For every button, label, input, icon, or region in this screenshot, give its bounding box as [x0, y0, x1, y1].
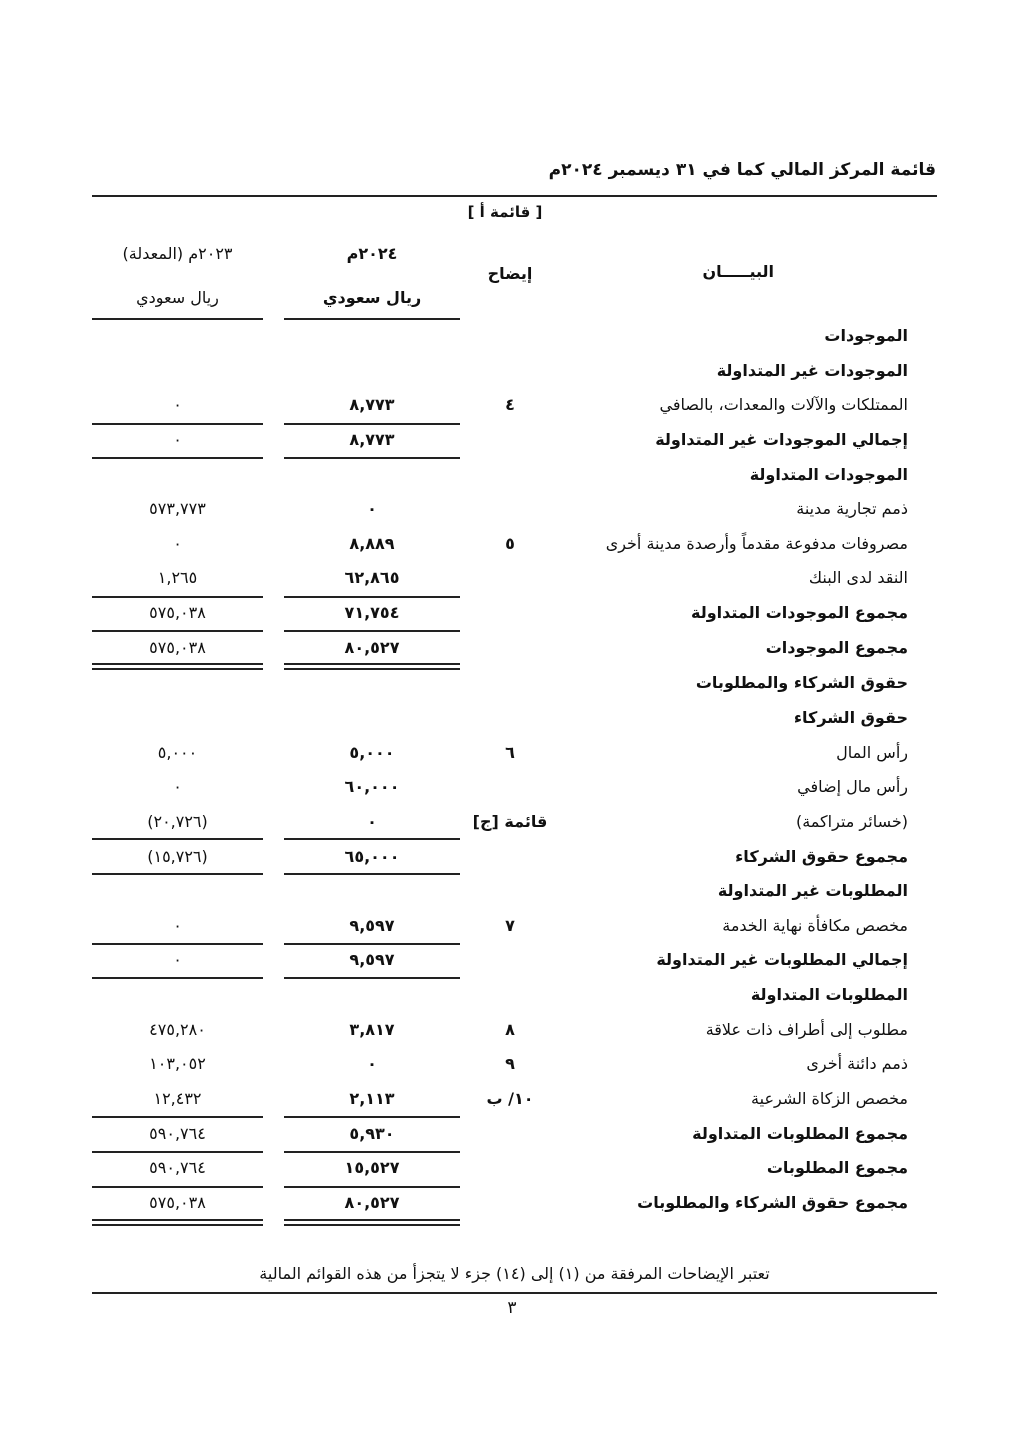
- table-row: [0, 1187, 1024, 1221]
- row-label: ذمم تجارية مدينة: [796, 499, 908, 518]
- row-value-2023: ٥٩٠,٧٦٤: [149, 1158, 206, 1177]
- row-value-2024: ٥,٠٠٠: [349, 743, 395, 762]
- table-row: [0, 1118, 1024, 1152]
- row-label: مجموع المطلوبات المتداولة: [692, 1124, 908, 1143]
- row-note: ٥: [505, 534, 515, 553]
- underline-rule: [284, 943, 460, 945]
- table-row: [0, 702, 1024, 736]
- footer-divider: [92, 1292, 937, 1294]
- table-row: [0, 875, 1024, 909]
- underline-rule: [92, 457, 263, 459]
- row-label: المطلوبات المتداولة: [750, 985, 908, 1004]
- double-underline-rule: [92, 663, 263, 670]
- row-label: إجمالي المطلوبات غير المتداولة: [656, 950, 908, 969]
- row-label: مطلوب إلى أطراف ذات علاقة: [705, 1020, 908, 1039]
- table-row: [0, 667, 1024, 701]
- table-row: [0, 841, 1024, 875]
- underline-rule: [284, 1186, 460, 1188]
- row-label: مجموع المطلوبات: [766, 1158, 908, 1177]
- row-note: ١٠/ ب: [486, 1089, 534, 1108]
- header-description: البيـــــان: [702, 262, 774, 281]
- row-label: الموجودات: [824, 326, 908, 345]
- table-row: [0, 459, 1024, 493]
- table-row: [0, 910, 1024, 944]
- row-label: مجموع حقوق الشركاء: [735, 847, 908, 866]
- page-number: ٣: [507, 1298, 517, 1318]
- row-value-2023: ٠: [173, 534, 182, 553]
- table-row: [0, 320, 1024, 354]
- row-value-2024: ٣,٨١٧: [349, 1020, 395, 1039]
- row-value-2023: ٥٧٣,٧٧٣: [149, 499, 206, 518]
- row-label: حقوق الشركاء: [793, 708, 908, 727]
- underline-rule: [92, 977, 263, 979]
- statement-title: قائمة المركز المالي كما في ٣١ ديسمبر ٢٠٢٤م: [548, 160, 936, 180]
- underline-rule: [92, 1116, 263, 1118]
- underline-rule: [284, 838, 460, 840]
- underline-rule: [284, 423, 460, 425]
- row-value-2024: ٨٠,٥٢٧: [344, 638, 400, 657]
- table-row: [0, 806, 1024, 840]
- row-label: مصروفات مدفوعة مقدماً وأرصدة مدينة أخرى: [605, 534, 908, 553]
- row-value-2023: ٥٧٥,٠٣٨: [149, 1193, 206, 1212]
- row-value-2023: ٥,٠٠٠: [157, 743, 198, 762]
- table-row: [0, 389, 1024, 423]
- table-row: [0, 528, 1024, 562]
- row-value-2024: ٩,٥٩٧: [349, 950, 395, 969]
- row-note: ٩: [505, 1054, 515, 1073]
- row-value-2023: ٠: [173, 916, 182, 935]
- row-note: ٨: [505, 1020, 515, 1039]
- underline-rule: [92, 873, 263, 875]
- row-label: الموجودات غير المتداولة: [716, 361, 908, 380]
- table-row: [0, 1152, 1024, 1186]
- underline-rule: [92, 838, 263, 840]
- row-label: مجموع حقوق الشركاء والمطلوبات: [637, 1193, 908, 1212]
- row-note: ٧: [505, 916, 515, 935]
- underline-rule: [92, 1186, 263, 1188]
- underline-rule: [92, 423, 263, 425]
- row-label: رأس المال: [836, 743, 908, 762]
- underline-rule: [284, 873, 460, 875]
- underline-rule: [92, 596, 263, 598]
- row-label: الموجودات المتداولة: [749, 465, 908, 484]
- table-row: [0, 562, 1024, 596]
- underline-rule: [284, 630, 460, 632]
- row-value-2024: ٩,٥٩٧: [349, 916, 395, 935]
- row-value-2023: ٥٩٠,٧٦٤: [149, 1124, 206, 1143]
- underline-rule: [284, 1116, 460, 1118]
- footnote: تعتبر الإيضاحات المرفقة من (١) إلى (١٤) جزء لا يتجزأ من هذه القوائم المالية: [259, 1264, 770, 1283]
- underline-rule: [284, 457, 460, 459]
- table-row: [0, 1048, 1024, 1082]
- row-note: ٤: [505, 395, 515, 414]
- table-row: [0, 737, 1024, 771]
- table-row: [0, 632, 1024, 666]
- row-note: ٦: [505, 743, 515, 762]
- row-label: الممتلكات والآلات والمعدات، بالصافي: [659, 395, 908, 414]
- table-row: [0, 355, 1024, 389]
- row-label: مخصص مكافأة نهاية الخدمة: [722, 916, 908, 935]
- row-value-2024: ٠: [367, 1054, 377, 1073]
- underline-rule: [92, 1151, 263, 1153]
- table-row: [0, 493, 1024, 527]
- row-value-2024: ١٥,٥٢٧: [344, 1158, 400, 1177]
- row-label: ذمم دائنة أخرى: [806, 1054, 908, 1073]
- row-value-2023: ١,٢٦٥: [157, 568, 198, 587]
- underline-rule: [92, 943, 263, 945]
- row-note: قائمة [ج]: [472, 812, 548, 831]
- header-year-2024: ٢٠٢٤م: [346, 244, 398, 263]
- row-value-2024: ٠: [367, 812, 377, 831]
- row-value-2023: ٠: [173, 430, 182, 449]
- table-row: [0, 1014, 1024, 1048]
- row-label: النقد لدى البنك: [808, 568, 908, 587]
- row-value-2023: ١٢,٤٣٢: [153, 1089, 202, 1108]
- row-value-2023: ٥٧٥,٠٣٨: [149, 638, 206, 657]
- row-value-2023: (٢٠,٧٢٦): [147, 812, 208, 831]
- row-value-2024: ٢,١١٣: [349, 1089, 395, 1108]
- row-value-2024: ٦٥,٠٠٠: [344, 847, 400, 866]
- row-value-2023: ٠: [173, 777, 182, 796]
- row-value-2024: ٦٢,٨٦٥: [344, 568, 400, 587]
- row-label: حقوق الشركاء والمطلوبات: [695, 673, 908, 692]
- table-row: [0, 979, 1024, 1013]
- row-value-2024: ٠: [367, 499, 377, 518]
- row-value-2024: ٨,٨٨٩: [349, 534, 395, 553]
- row-label: مجموع الموجودات المتداولة: [691, 603, 908, 622]
- header-currency-2024: ريال سعودي: [322, 288, 422, 307]
- row-label: مجموع الموجودات: [765, 638, 908, 657]
- row-value-2024: ٨,٧٧٣: [349, 395, 395, 414]
- underline-rule: [92, 630, 263, 632]
- row-label: إجمالي الموجودات غير المتداولة: [655, 430, 908, 449]
- header-year-2023: ٢٠٢٣م (المعدلة): [122, 244, 233, 263]
- table-row: [0, 771, 1024, 805]
- row-value-2023: (١٥,٧٢٦): [147, 847, 208, 866]
- row-label: مخصص الزكاة الشرعية: [751, 1089, 908, 1108]
- header-currency-2023: ريال سعودي: [136, 288, 219, 307]
- table-row: [0, 597, 1024, 631]
- double-underline-rule: [92, 1219, 263, 1226]
- row-value-2024: ٦٠,٠٠٠: [344, 777, 400, 796]
- underline-rule: [284, 1151, 460, 1153]
- table-row: [0, 1083, 1024, 1117]
- row-value-2023: ٥٧٥,٠٣٨: [149, 603, 206, 622]
- header-note: إيضاح: [487, 264, 533, 283]
- table-row: [0, 944, 1024, 978]
- row-label: المطلوبات غير المتداولة: [717, 881, 908, 900]
- row-label: رأس مال إضافي: [797, 777, 908, 796]
- underline-rule: [284, 977, 460, 979]
- row-value-2023: ٠: [173, 950, 182, 969]
- underline-rule: [284, 596, 460, 598]
- row-value-2023: ٤٧٥,٢٨٠: [149, 1020, 206, 1039]
- row-value-2024: ٨٠,٥٢٧: [344, 1193, 400, 1212]
- double-underline-rule: [284, 1219, 460, 1226]
- row-value-2024: ٥,٩٣٠: [349, 1124, 395, 1143]
- row-value-2023: ١٠٣,٠٥٢: [149, 1054, 206, 1073]
- title-divider: [92, 195, 937, 197]
- table-row: [0, 424, 1024, 458]
- row-value-2024: ٧١,٧٥٤: [344, 603, 400, 622]
- double-underline-rule: [284, 663, 460, 670]
- row-value-2024: ٨,٧٧٣: [349, 430, 395, 449]
- row-value-2023: ٠: [173, 395, 182, 414]
- statement-reference: [ قائمة أ ]: [467, 203, 543, 221]
- row-label: (خسائر متراكمة): [795, 812, 908, 831]
